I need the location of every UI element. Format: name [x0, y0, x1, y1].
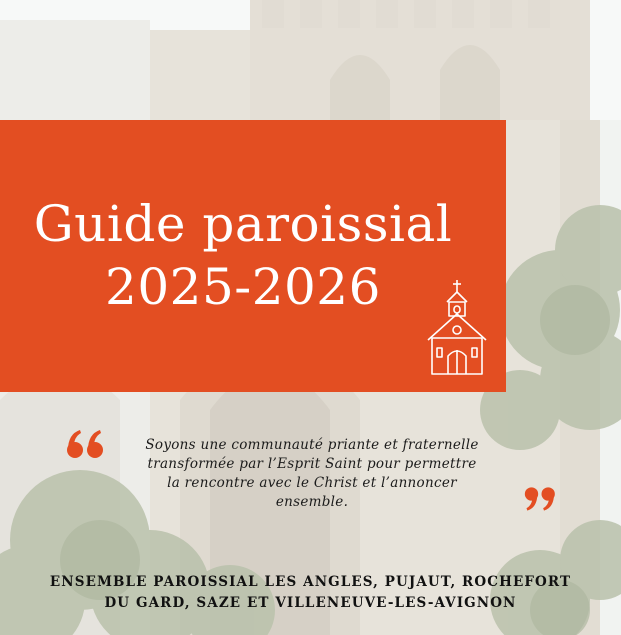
quote-line: ensemble. — [275, 494, 349, 510]
footer-line: DU GARD, SAZE ET VILLENEUVE-LES-AVIGNON — [104, 595, 517, 611]
footer-line: ENSEMBLE PAROISSIAL LES ANGLES, PUJAUT, ROCHEFORT — [49, 574, 572, 590]
quote-line: transformée par l’Esprit Saint pour permettre — [147, 456, 477, 472]
quote-line: la rencontre avec le Christ et l’annoncer — [167, 475, 457, 491]
church-icon — [422, 278, 492, 376]
cover-title: Guide paroissial — [33, 195, 453, 253]
open-quote-icon — [66, 426, 106, 462]
quote-line: Soyons une communauté priante et fraternelle — [145, 437, 479, 453]
parish-footer — [20, 572, 601, 614]
close-quote-icon — [522, 484, 556, 514]
cover-year: 2025-2026 — [105, 258, 381, 316]
mission-quote — [112, 436, 512, 512]
